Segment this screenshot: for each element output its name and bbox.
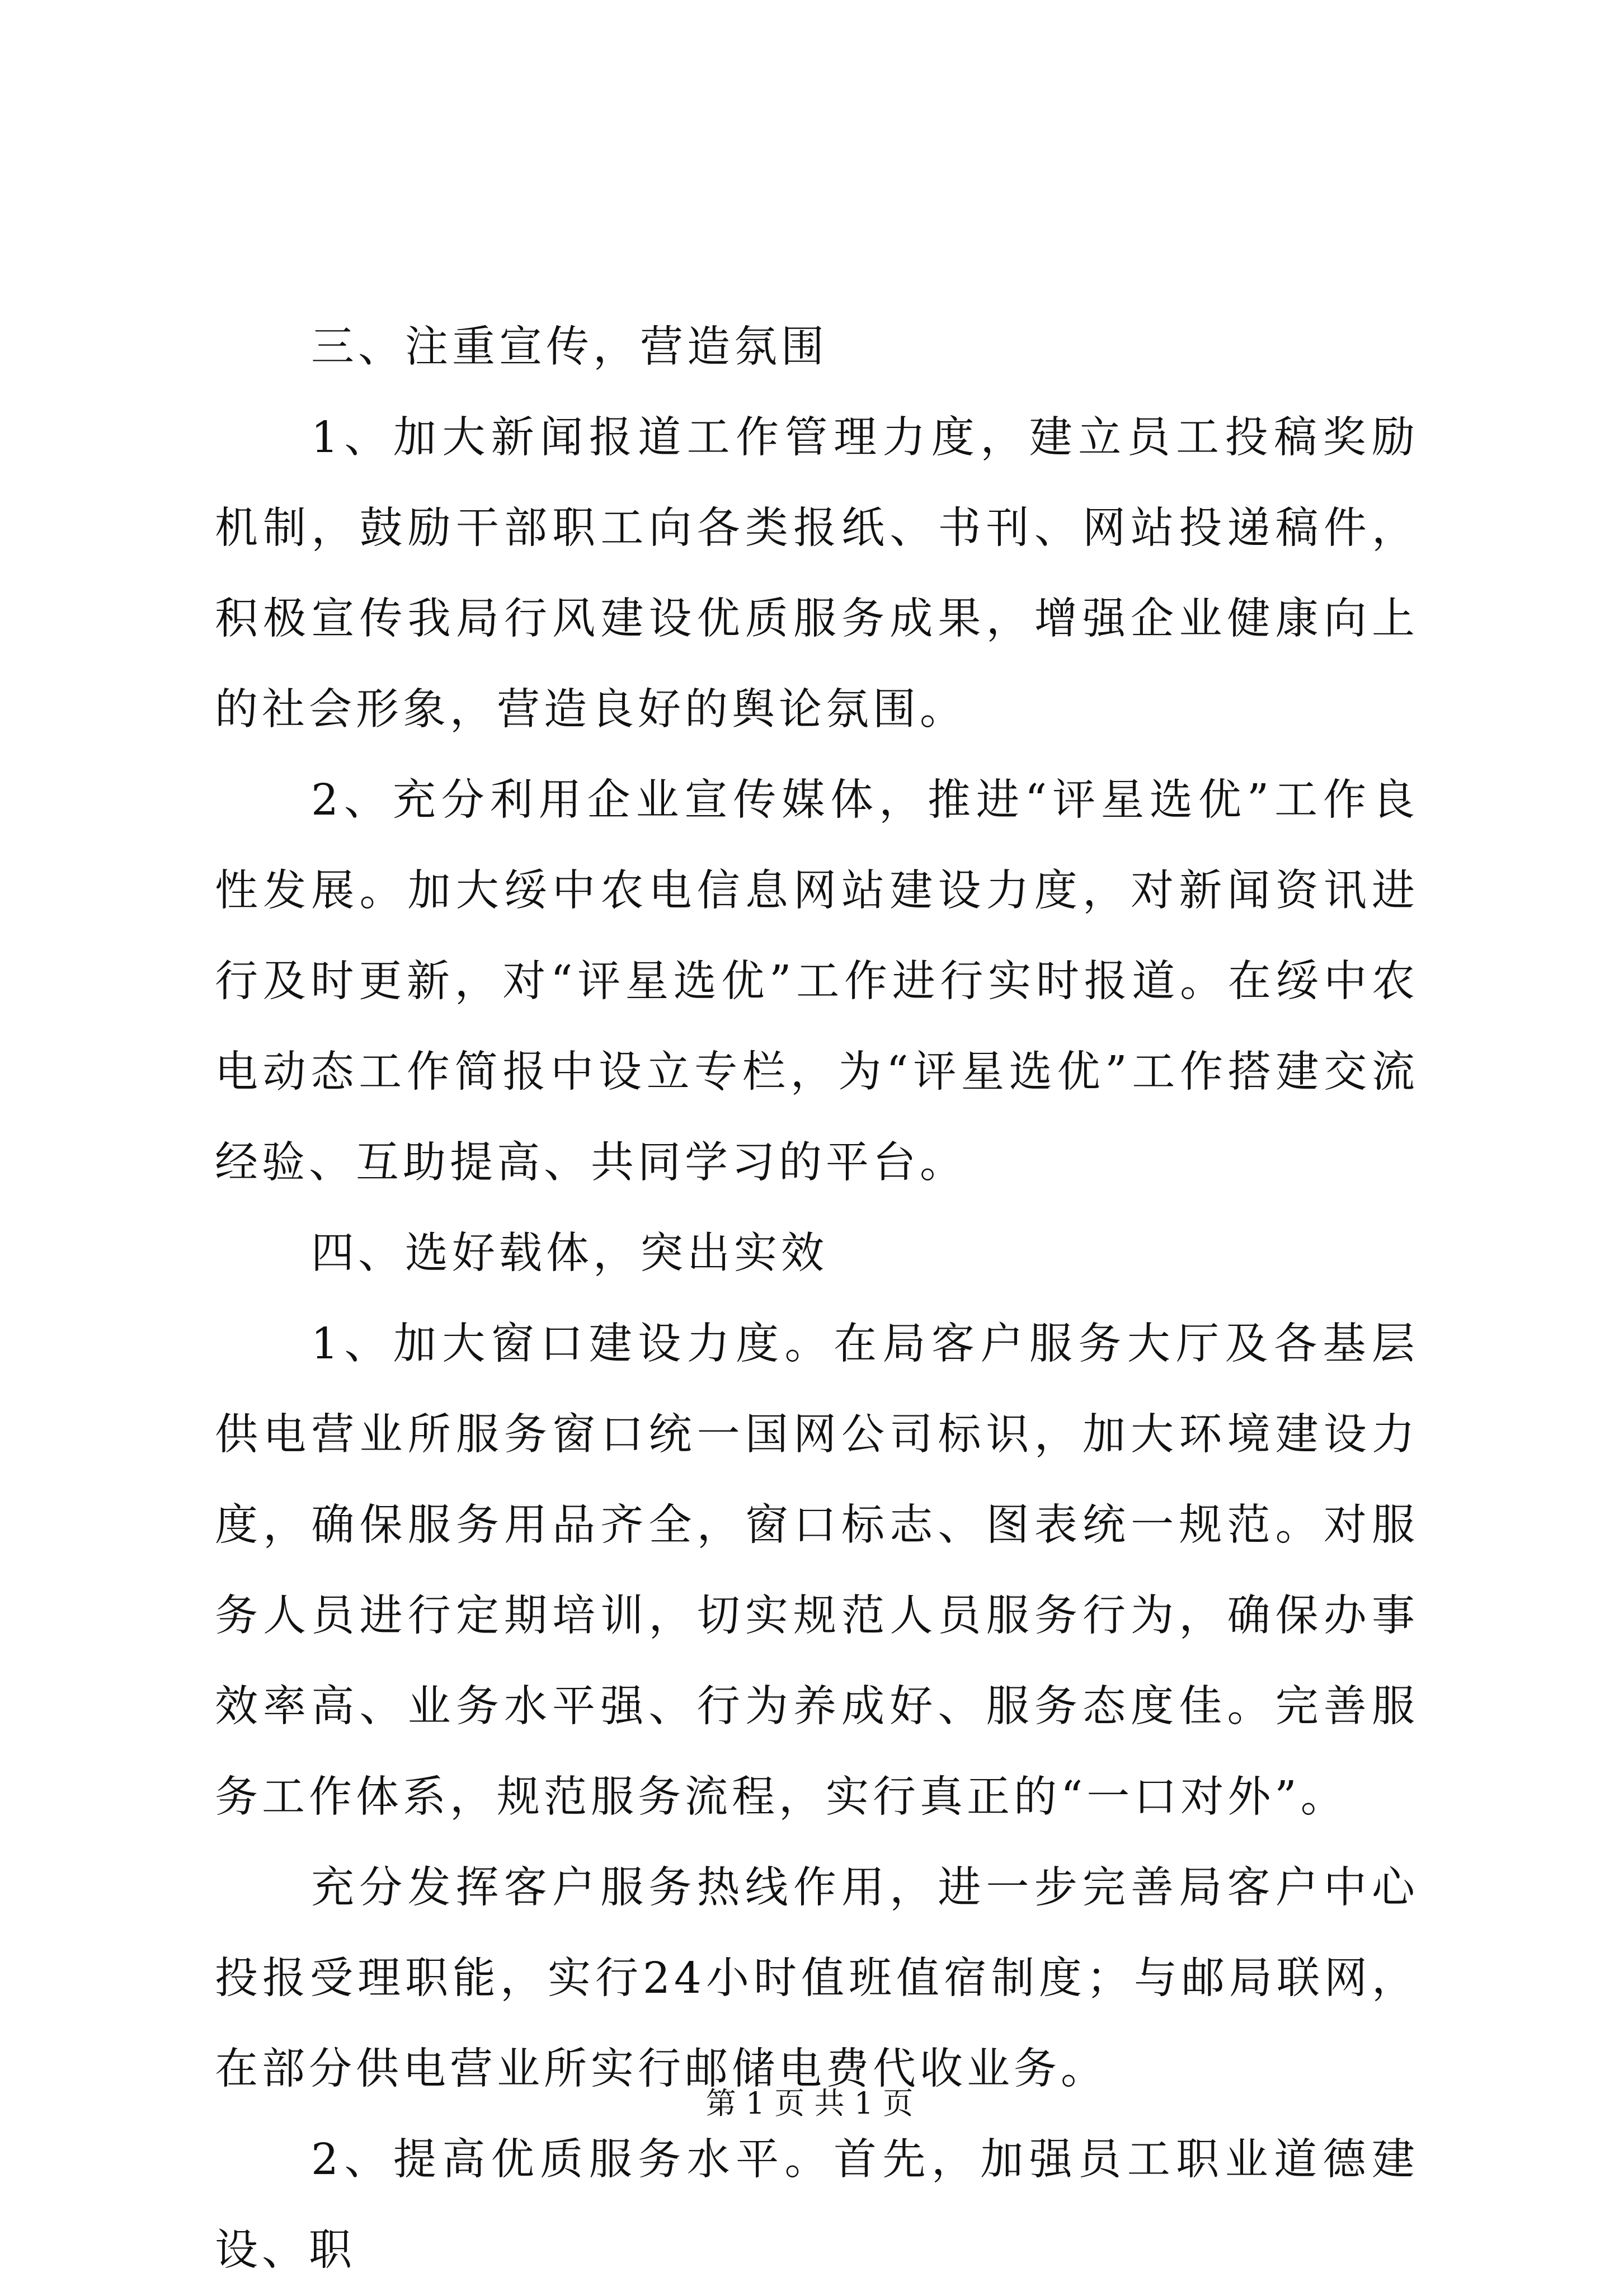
section-heading-3: 三、注重宣传，营造氛围 [311, 322, 828, 372]
page-footer: 第 1 页 共 1 页 [705, 2086, 914, 2121]
document-body [215, 302, 1419, 2296]
paragraph: 充分发挥客户服务热线作用，进一步完善局客户中心投报受理职能，实行24小时值班值宿制度；与邮局联网，在部分供电营业所实行邮储电费代收业务。 [215, 1863, 1419, 2094]
paragraph: 2、充分利用企业宣传媒体，推进“评星选优”工作良性发展。加大绥中农电信息网站建设力度，对新闻资讯进行及时更新，对“评星选优”工作进行实时报道。在绥中农电动态工作简报中设立专栏，为“评星选优”工作搭建交流经验、互助提高、共同学习的平台。 [215, 775, 1419, 1188]
paragraph: 1、加大新闻报道工作管理力度，建立员工投稿奖励机制，鼓励干部职工向各类报纸、书刊、网站投递稿件，积极宣传我局行风建设优质服务成果，增强企业健康向上的社会形象，营造良好的舆论氛围。 [215, 413, 1419, 735]
paragraph: 1、加大窗口建设力度。在局客户服务大厅及各基层供电营业所服务窗口统一国网公司标识，加大环境建设力度，确保服务用品齐全，窗口标志、图表统一规范。对服务人员进行定期培训，切实规范人员服务行为，确保办事效率高、业务水平强、行为养成好、服务态度佳。完善服务工作体系，规范服务流程，实行真正的“一口对外”。 [215, 1319, 1419, 1822]
section-heading-4: 四、选好载体，突出实效 [311, 1229, 828, 1278]
paragraph: 2、提高优质服务水平。首先，加强员工职业道德建设、职 [215, 2135, 1419, 2275]
